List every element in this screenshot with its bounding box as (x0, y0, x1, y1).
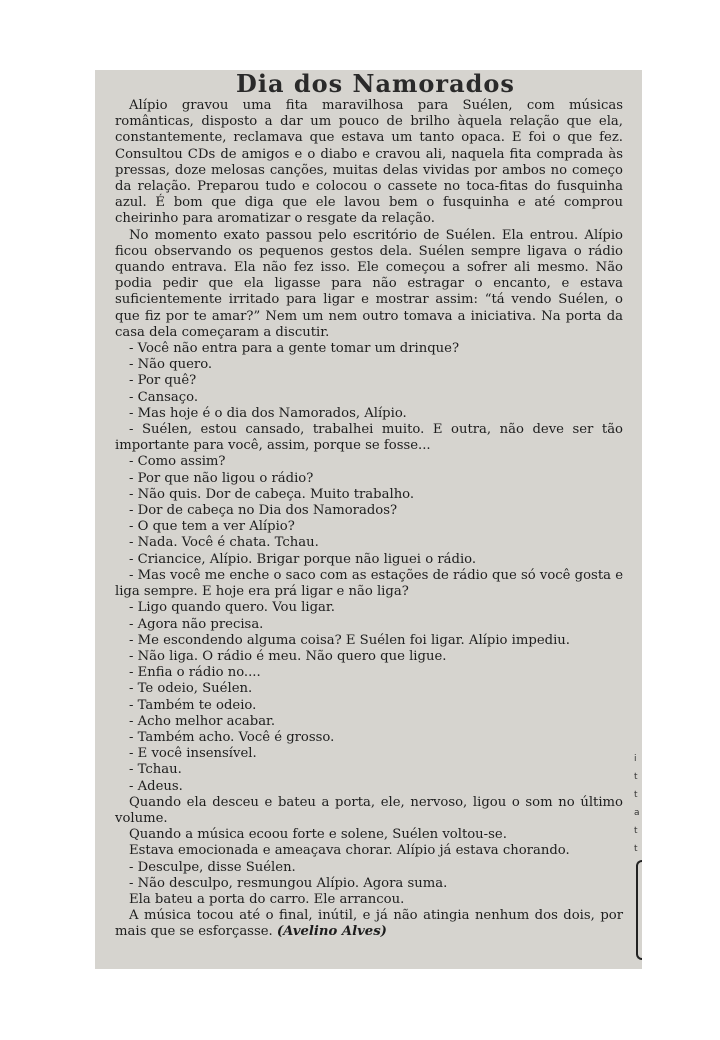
article-body (115, 98, 623, 941)
dialogue-line: - O que tem a ver Alípio? (129, 519, 295, 535)
dialogue-line: - Suélen, estou cansado, trabalhei muito. E outra, não deve ser tão importante para você, assim, porque se fosse... (115, 422, 623, 454)
dialogue-line: - Também acho. Você é grosso. (129, 729, 335, 745)
dialogue-line: - Agora não precisa. (129, 616, 264, 632)
final-paragraph-text: A música tocou até o final, inútil, e já não atingia nenhum dos dois, por mais que se esforçasse. (115, 908, 623, 940)
closing-line: Quando a música ecoou forte e solene, Suélen voltou-se. (129, 827, 507, 843)
dialogue-line: - Adeus. (129, 778, 183, 794)
author-signature: (Avelino Alves) (276, 924, 387, 940)
closing-line: Estava emocionada e ameaçava chorar. Alípio já estava chorando. (129, 843, 570, 859)
dialogue-line: - Mas você me enche o saco com as estações de rádio que só você gosta e liga sempre. E hoje era prá ligar e não liga? (115, 567, 623, 600)
paragraph-2: No momento exato passou pelo escritório de Suélen. Ela entrou. Alípio ficou observando os pequenos gestos dela. Suélen sempre ligava o rádio quando entrava. Ela não fez isso. Ele começou a sofrer ali mesmo. Não podia pedir que ela ligasse para não estragar o encanto, e estava suficientemente irritado para ligar e mostrar assim: “tá vendo Suélen, o que fiz por te amar?” Nem um nem outro tomava a iniciativa. Na porta da casa dela começaram a discutir. (115, 227, 623, 340)
dialogue-line: - Mas hoje é o dia dos Namorados, Alípio. (129, 405, 407, 421)
dialogue-line: - Enfia o rádio no.... (129, 665, 261, 681)
closing-line: Quando ela desceu e bateu a porta, ele, nervoso, ligou o som no último volume. (115, 794, 623, 826)
dialogue-line: - Cansaço. (129, 389, 199, 405)
dialogue-line: - Não liga. O rádio é meu. Não quero que ligue. (129, 648, 447, 664)
dialogue-line: - Te odeio, Suélen. (129, 681, 253, 697)
newspaper-clipping (95, 70, 642, 969)
paragraph-1: Alípio gravou uma fita maravilhosa para Suélen, com músicas românticas, disposto a dar um pouco de brilho àquela relação que ela, constantemente, reclamava que estava um tanto opaca. E foi o que fez. Consultou CDs de amigos e o diabo e cravou ali, naquela fita comprada às pressas, doze melosas canções, muitas delas vividas por ambos no começo da relação. Preparou tudo e colocou o cassete no toca-fitas do fusquinha azul. É bom que diga que ele lavou bem o fusquinha e até comprou cheirinho para aromatizar o resgate da relação. (115, 98, 623, 227)
article-title: Dia dos Namorados (236, 70, 515, 98)
closing-line: - Desculpe, disse Suélen. (129, 859, 296, 875)
dialogue-line: - Por quê? (129, 373, 197, 389)
dialogue-line: - Como assim? (129, 454, 226, 470)
dialogue-line: - Por que não ligou o rádio? (129, 470, 314, 486)
adjacent-column-fragment: i t t a t t (634, 754, 640, 854)
dialogue-line: - E você insensível. (129, 746, 257, 762)
dialogue-line: - Nada. Você é chata. Tchau. (129, 535, 319, 551)
dialogue-line: - Ligo quando quero. Vou ligar. (129, 600, 335, 616)
closing-line: - Não desculpo, resmungou Alípio. Agora suma. (129, 875, 448, 891)
dialogue-line: - Você não entra para a gente tomar um drinque? (129, 341, 460, 357)
dialogue-line: - Criancice, Alípio. Brigar porque não liguei o rádio. (129, 551, 477, 567)
dialogue-line: - Tchau. (129, 762, 182, 778)
dialogue-line: - Acho melhor acabar. (129, 713, 276, 729)
dialogue-line: - Me escondendo alguma coisa? E Suélen foi ligar. Alípio impediu. (129, 632, 570, 648)
dialogue-line: - Dor de cabeça no Dia dos Namorados? (129, 503, 398, 519)
dialogue-line: - Não quis. Dor de cabeça. Muito trabalho. (129, 486, 415, 502)
final-paragraph (115, 908, 623, 940)
closing-line: Ela bateu a porta do carro. Ele arrancou. (129, 891, 405, 907)
dialogue-line: - Não quero. (129, 357, 213, 373)
dialogue-line: - Também te odeio. (129, 697, 257, 713)
